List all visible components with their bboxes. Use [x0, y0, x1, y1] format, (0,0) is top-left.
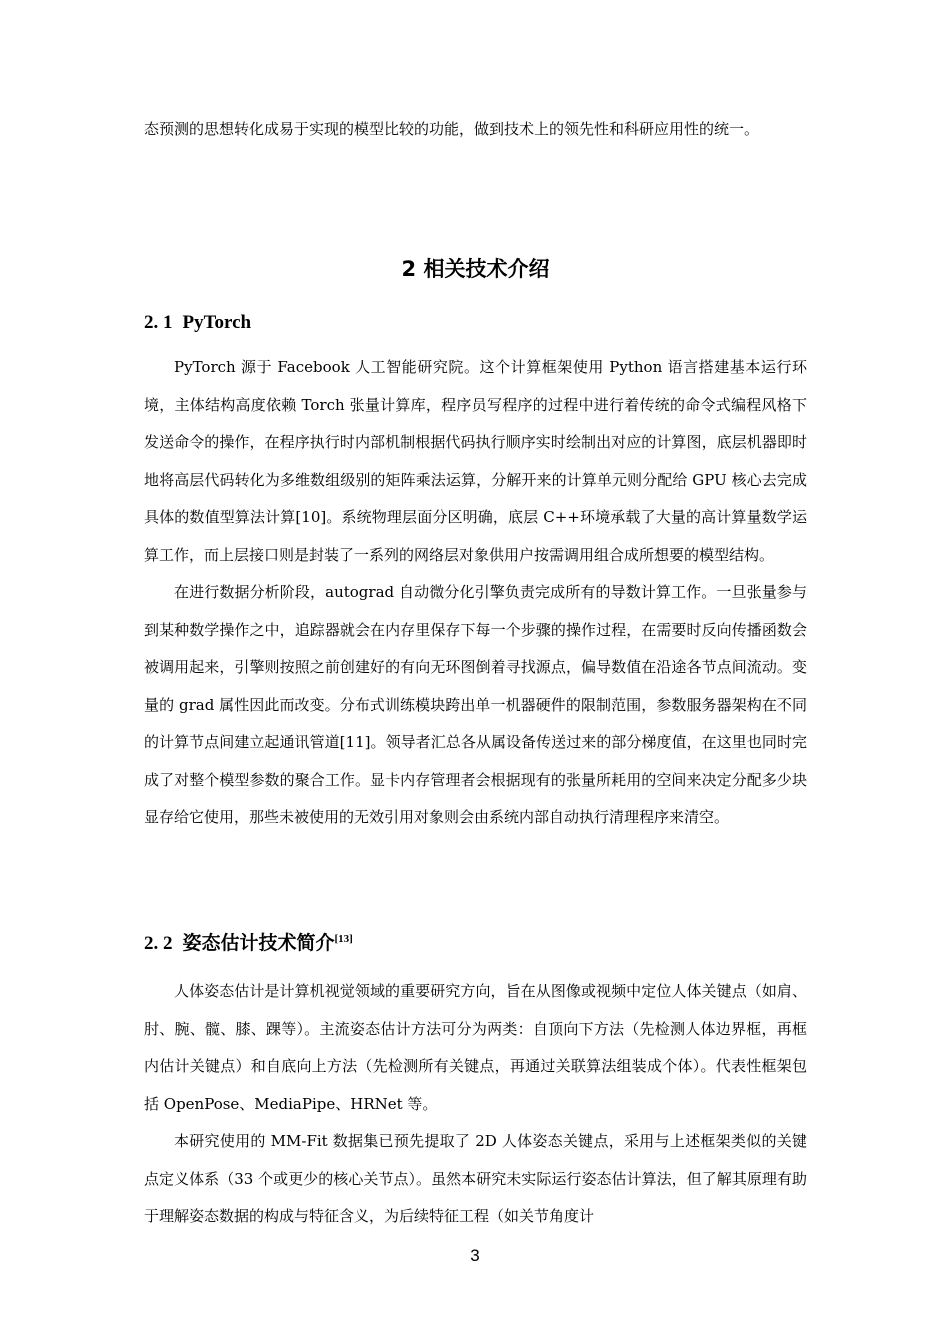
section-number: 2. 2 [144, 933, 173, 954]
section-2-2-body [144, 973, 807, 1236]
citation-reference: [13] [334, 933, 353, 945]
page-number: 3 [470, 1246, 480, 1265]
body-paragraph: 本研究使用的 MM-Fit 数据集已预先提取了 2D 人体姿态关键点，采用与上述框架类似的关键点定义体系（33 个或更少的核心关节点）。虽然本研究未实际运行姿态估计算法，但了解其原理有助于理解姿态数据的构成与特征含义，为后续特征工程（如关节角度计 [144, 1132, 807, 1225]
intro-paragraph: 态预测的思想转化成易于实现的模型比较的功能，做到技术上的领先性和科研应用性的统一。 [144, 120, 760, 138]
body-paragraph: 在进行数据分析阶段，autograd 自动微分化引擎负责完成所有的导数计算工作。一旦张量参与到某种数学操作之中，追踪器就会在内存里保存下每一个步骤的操作过程，在需要时反向传播函数会被调用起来，引擎则按照之前创建好的有向无环图倒着寻找源点，偏导数值在沿途各节点间流动。变量的 grad 属性因此而改变。分布式训练模块跨出单一机器硬件的限制范围，参数服务器架构在不同的计算节点间建立起通讯管道[11]。领导者汇总各从属设备传送过来的部分梯度值，在这里也同时完成了对整个模型参数的聚合工作。显卡内存管理者会根据现有的张量所耗用的空间来决定分配多少块显存给它使用，那些未被使用的无效引用对象则会由系统内部自动执行清理程序来清空。 [144, 583, 807, 826]
section-title: 姿态估计技术简介 [182, 932, 335, 954]
intro-continuation [144, 111, 807, 149]
section-title: PyTorch [182, 312, 252, 333]
body-paragraph: PyTorch 源于 Facebook 人工智能研究院。这个计算框架使用 Python 语言搭建基本运行环境，主体结构高度依赖 Torch 张量计算库，程序员写程序的过程中进行着传统的命令式编程风格下发送命令的操作，在程序执行时内部机制根据代码执行顺序实时绘制出对应的计算图，底层机器即时地将高层代码转化为多维数组级别的矩阵乘法运算，分解开来的计算单元则分配给 GPU 核心去完成具体的数值型算法计算[10]。系统物理层面分区明确，底层 C++环境承载了大量的高计算量数学运算工作，而上层接口则是封装了一系列的网络层对象供用户按需调用组合成所想要的模型结构。 [144, 358, 807, 564]
chapter-title: 2 相关技术介绍 [401, 257, 550, 281]
section-number: 2. 1 [144, 312, 173, 333]
body-paragraph: 人体姿态估计是计算机视觉领域的重要研究方向，旨在从图像或视频中定位人体关键点（如肩、肘、腕、髋、膝、踝等）。主流姿态估计方法可分为两类：自顶向下方法（先检测人体边界框，再框内估计关键点）和自底向上方法（先检测所有关键点，再通过关联算法组装成个体）。代表性框架包括 OpenPose、MediaPipe、HRNet 等。 [144, 982, 807, 1113]
section-heading-2-1 [144, 308, 251, 337]
section-2-1-body [144, 349, 807, 837]
section-heading-2-2 [144, 925, 353, 958]
